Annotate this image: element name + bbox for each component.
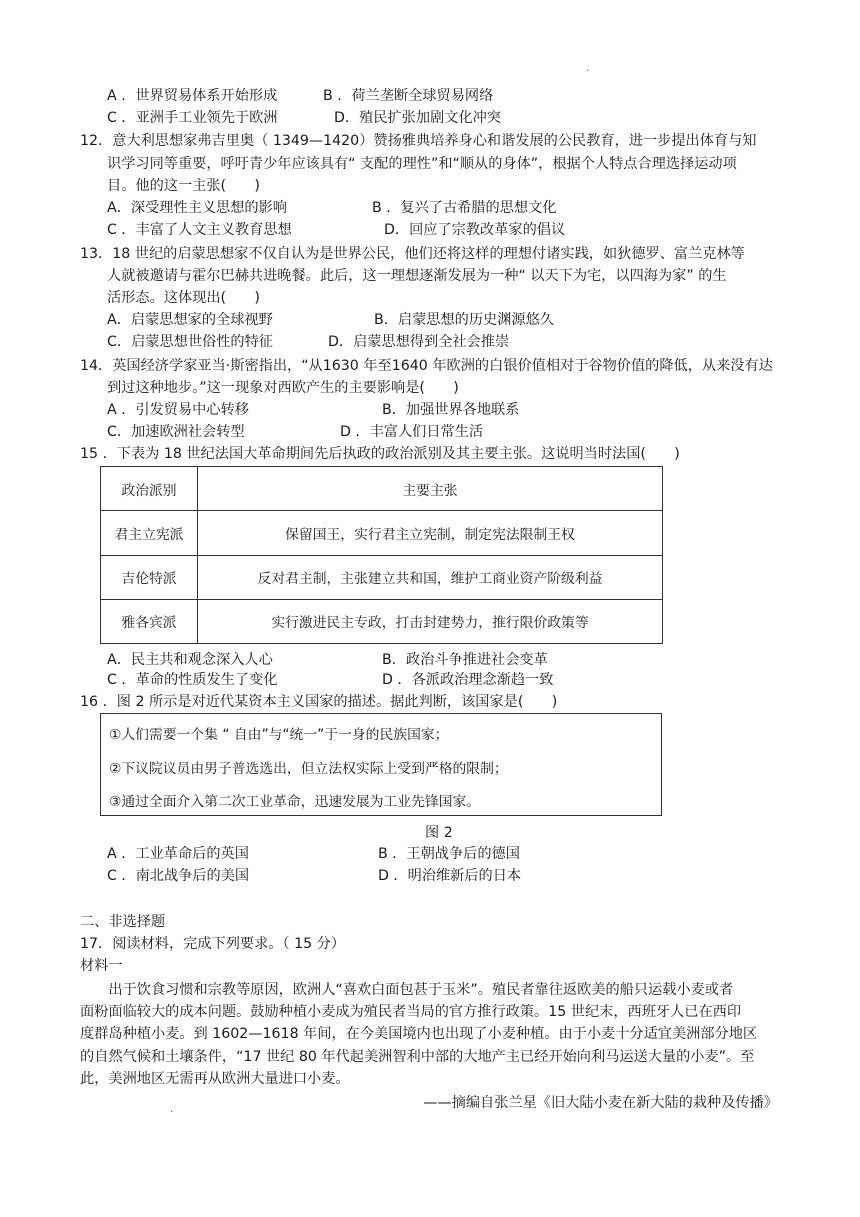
q13-stem-line3: 活形态。这体现出( ) — [107, 290, 260, 306]
q13-option-b[interactable]: B．启蒙思想的历史渊源悠久 — [374, 312, 554, 328]
q17-stem: 17．阅读材料，完成下列要求。（ 15 分） — [80, 936, 346, 952]
q14-stem-line2: 到过这种地步。”这一现象对西欧产生的主要影响是( ) — [107, 380, 459, 396]
q12-option-d[interactable]: D．回应了宗教改革家的倡议 — [384, 222, 566, 238]
figure-2-point-3: ③通过全面介入第二次工业革命，迅速发展为工业先锋国家。 — [109, 794, 481, 810]
figure-2-point-2: ②下议院议员由男子普选选出，但立法权实际上受到严格的限制； — [109, 761, 508, 777]
q16-option-d[interactable]: D ．明治维新后的日本 — [378, 868, 522, 884]
q16-stem: 16 ．图 2 所示是对近代某资本主义国家的描述。据此判断，该国家是( ) — [80, 694, 558, 710]
material-source: ——摘编自张兰星《旧大陆小麦在新大陆的栽种及传播》 — [423, 1095, 778, 1111]
table-cell-party: 君主立宪派 — [101, 511, 198, 555]
decorative-dot: · — [586, 66, 590, 77]
material-paragraph-line: 出于饮食习惯和宗教等原因，欧洲人“喜欢白面包甚于玉米”。殖民者靠往返欧美的船只运载小麦或者 — [80, 982, 734, 998]
q14-option-b[interactable]: B．加强世界各地联系 — [382, 402, 520, 418]
q15-option-c[interactable]: C ．革命的性质发生了变化 — [107, 672, 278, 688]
material-paragraph-line: 此，美洲地区无需再从欧洲大量进口小麦。 — [80, 1071, 350, 1087]
material-paragraph-line: 度群岛种植小麦。到 1602—1618 年间，在今美国境内也出现了小麦种植。由于小麦十分适宜美洲部分地区 — [80, 1026, 758, 1042]
q12-option-a[interactable]: A．深受理性主义思想的影响 — [107, 200, 287, 216]
q14-option-a[interactable]: A ．引发贸易中心转移 — [107, 402, 249, 418]
q15-stem: 15 ．下表为 18 世纪法国大革命期间先后执政的政治派别及其主要主张。这说明当时法国( ) — [80, 446, 680, 462]
q15-option-d[interactable]: D ．各派政治理念渐趋一致 — [382, 672, 554, 688]
figure-2-box — [100, 713, 662, 816]
figure-2-point-1: ①人们需要一个集 “ 自由”与“统一”于一身的民族国家； — [109, 727, 449, 743]
table-header-cell: 主要主张 — [198, 467, 663, 511]
q12-stem-line1: 12．意大利思想家弗吉里奥（ 1349—1420）赞扬雅典培养身心和谐发展的公民教育，进一步提出体育与知 — [80, 133, 757, 149]
table-header-cell: 政治派别 — [101, 467, 198, 511]
material-label: 材料一 — [80, 958, 123, 974]
q11-option-b[interactable]: B ．荷兰垄断全球贸易网络 — [323, 88, 494, 104]
q16-option-b[interactable]: B ．王朝战争后的德国 — [378, 846, 520, 862]
material-paragraph-line: 面粉面临较大的成本问题。鼓励种植小麦成为殖民者当局的官方推行政策。15 世纪末，西班牙人已在西印 — [80, 1004, 742, 1020]
q16-option-c[interactable]: C ．南北战争后的美国 — [107, 868, 250, 884]
table-row — [101, 555, 663, 599]
q12-stem-line3: 目。他的这一主张( ) — [107, 178, 260, 194]
q13-option-c[interactable]: C．启蒙思想世俗性的特征 — [107, 334, 273, 350]
table-cell-claim: 反对君主制，主张建立共和国，维护工商业资产阶级利益 — [198, 555, 663, 599]
q14-option-d[interactable]: D ．丰富人们日常生活 — [340, 424, 484, 440]
q15-option-b[interactable]: B．政治斗争推进社会变革 — [382, 652, 548, 668]
section-heading: 二、非选择题 — [80, 914, 166, 930]
q11-option-d[interactable]: D．殖民扩张加剧文化冲突 — [334, 110, 501, 126]
q14-option-c[interactable]: C．加速欧洲社会转型 — [107, 424, 245, 440]
q12-option-b[interactable]: B ．复兴了古希腊的思想文化 — [372, 200, 557, 216]
q13-stem-line1: 13．18 世纪的启蒙思想家不仅自认为是世界公民，他们还将这样的理想付诸实践，如狄德罗、富兰克林等 — [80, 246, 745, 262]
q13-option-d[interactable]: D．启蒙思想得到全社会推崇 — [328, 334, 510, 350]
material-paragraph-line: 的自然气候和土壤条件，“17 世纪 80 年代起美洲智利中部的大地产主已经开始向利马运送大量的小麦”。至 — [80, 1049, 755, 1065]
q13-option-a[interactable]: A．启蒙思想家的全球视野 — [107, 312, 273, 328]
table-row — [101, 599, 663, 643]
q11-option-a[interactable]: A ．世界贸易体系开始形成 — [107, 88, 278, 104]
table-cell-party: 吉伦特派 — [101, 555, 198, 599]
q12-option-c[interactable]: C ．丰富了人文主义教育思想 — [107, 222, 292, 238]
q13-stem-line2: 人就被邀请与霍尔巴赫共进晚餐。此后，这一理想逐渐发展为一种“ 以天下为宅，以四海为家” 的生 — [107, 268, 727, 284]
q16-option-a[interactable]: A ．工业革命后的英国 — [107, 846, 249, 862]
table-row — [101, 511, 663, 555]
q12-stem-line2: 识学习同等重要，呼吁青少年应该具有“ 支配的理性”和“顺从的身体”，根据个人特点合理选择运动项 — [107, 156, 737, 172]
q15-option-a[interactable]: A．民主共和观念深入人心 — [107, 652, 273, 668]
table-cell-claim: 保留国王，实行君主立宪制，制定宪法限制王权 — [198, 511, 663, 555]
party-table — [100, 466, 663, 644]
table-header-row — [101, 467, 663, 511]
figure-2-caption: 图 2 — [425, 825, 453, 841]
table-cell-claim: 实行激进民主专政，打击封建势力，推行限价政策等 — [198, 599, 663, 643]
q14-stem-line1: 14．英国经济学家亚当·斯密指出，“从1630 年至1640 年欧洲的白银价值相对于谷物价值的降低，从来没有达 — [80, 358, 773, 374]
table-cell-party: 雅各宾派 — [101, 599, 198, 643]
decorative-dot: · — [170, 1107, 174, 1118]
q11-option-c[interactable]: C ．亚洲手工业领先于欧洲 — [107, 110, 278, 126]
